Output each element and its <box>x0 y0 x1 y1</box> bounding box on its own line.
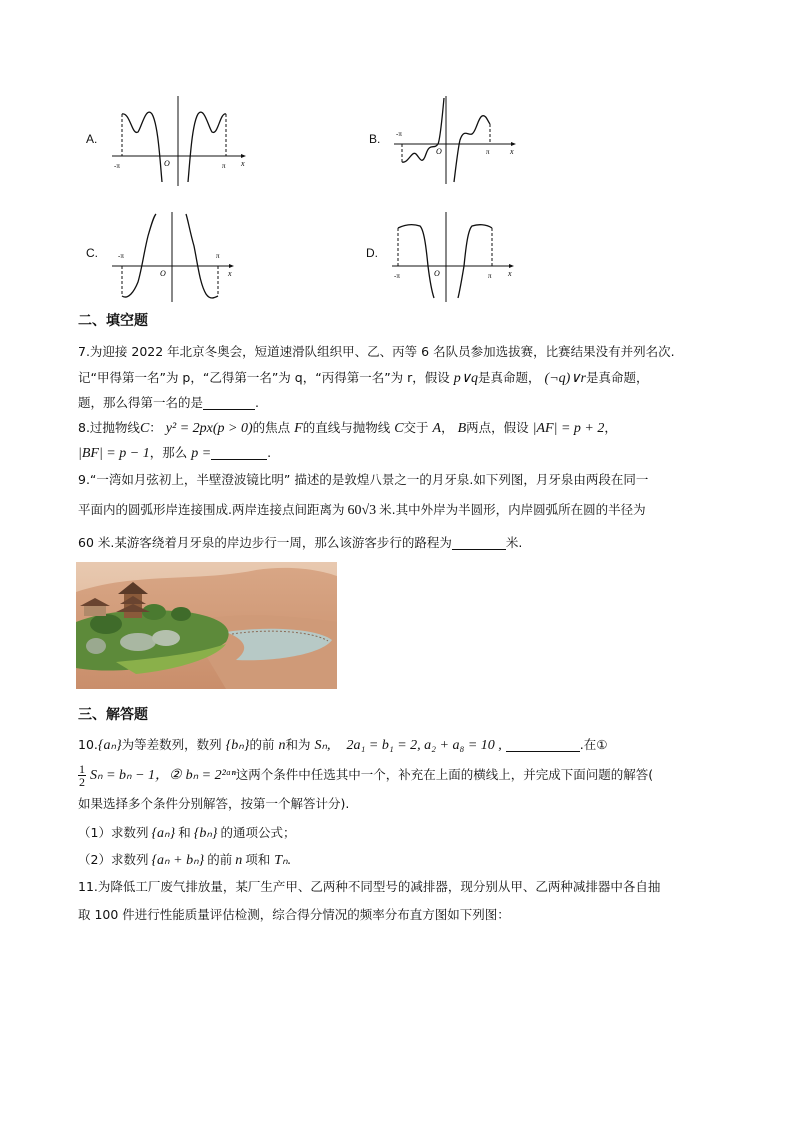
graph-a <box>112 94 252 190</box>
q10-line-1: 10.{aₙ}为等差数列，数列 {bₙ}的前 n和为 Sₙ, 2a₁ = b₁ = 2, a₂ + a₈ = 10 , .在① <box>78 737 608 753</box>
q10-half-fraction: $\frac{1}{2}$ <box>79 762 85 789</box>
q7-line-3: 题，那么得第一名的是 . <box>78 395 259 410</box>
q7-line-1: 7.为迎接 2022 年北京冬奥会，短道速滑队组织甲、乙、丙等 6 名队员参加选拔赛，比赛结果没有并列名次. <box>78 344 675 359</box>
graph-b-pi: π <box>486 148 490 156</box>
graph-d <box>392 212 522 308</box>
q10-part-1: （1）求数列 {aₙ} 和 {bₙ} 的通项公式； <box>78 825 296 841</box>
graph-c-neg-pi: -π <box>118 252 124 260</box>
q8-answer-blank[interactable] <box>211 445 267 460</box>
graph-d-origin: O <box>434 269 440 278</box>
q7-answer-blank[interactable] <box>203 395 255 410</box>
graph-a-origin: O <box>164 159 170 168</box>
option-a-label: A. <box>86 132 98 146</box>
section-solve-title: 三、解答题 <box>78 707 148 723</box>
graph-a-neg-pi: -π <box>114 162 120 170</box>
section-fill-in-title: 二、填空题 <box>78 313 148 329</box>
crescent-spring-photo <box>76 562 337 689</box>
q11-line-1: 11.为降低工厂废气排放量，某厂生产甲、乙两种不同型号的减排器，现分别从甲、乙两种减排器中各自抽 <box>78 879 661 894</box>
q10-line-2: $\frac{1}{2}$ Sₙ = bₙ − 1，② bₙ = 2²ᵃⁿ这两个条件中任选其中一个，补充在上面的横线上，并完成下面问题的解答( <box>79 762 654 789</box>
q10-condition-blank[interactable] <box>506 737 580 752</box>
graph-d-neg-pi: -π <box>394 272 400 280</box>
graph-c-x: x <box>228 269 232 278</box>
option-b-label: B. <box>369 132 381 146</box>
graph-b-neg-pi: -π <box>396 130 402 138</box>
graph-b-x: x <box>510 147 514 156</box>
q11-line-2: 取 100 件进行性能质量评估检测，综合得分情况的频率分布直方图如下列图： <box>78 907 510 922</box>
q9-answer-blank[interactable] <box>452 535 506 550</box>
q7-line-2: 记“甲得第一名”为 p，“乙得第一名”为 q，“丙得第一名”为 r，假设 p∨q是真命题， (¬q)∨r是真命题， <box>78 370 649 386</box>
graph-d-x: x <box>508 269 512 278</box>
graph-a-x: x <box>241 159 245 168</box>
graph-c-origin: O <box>160 269 166 278</box>
graph-b-origin: O <box>436 147 442 156</box>
q9-line-3: 60 米.某游客绕着月牙泉的岸边步行一周，那么该游客步行的路程为 米. <box>78 535 523 550</box>
graph-c <box>112 212 242 308</box>
graph-c-pi: π <box>216 252 220 260</box>
graph-a-pi: π <box>222 162 226 170</box>
option-c-label: C. <box>86 246 98 260</box>
q8-line-1: 8.过抛物线C： y² = 2px(p > 0)的焦点 F的直线与抛物线 C交于 A， B两点，假设 |AF| = p + 2， <box>78 420 617 436</box>
option-d-label: D. <box>366 246 378 260</box>
q10-line-3: 如果选择多个条件分别解答，按第一个解答计分). <box>78 796 350 811</box>
q8-line-2: |BF| = p − 1，那么 p = . <box>78 445 272 461</box>
q10-part-2: （2）求数列 {aₙ + bₙ} 的前 n 项和 Tₙ. <box>78 852 292 868</box>
graph-b <box>394 96 524 190</box>
q9-line-2: 平面内的圆弧形岸连接围成.两岸连接点间距离为 60√3 米.其中外岸为半圆形，内岸圆弧所在圆的半径为 <box>78 502 646 518</box>
q9-line-1: 9.“一湾如月弦初上，半壁澄波镜比明” 描述的是敦煌八景之一的月牙泉.如下列图，月牙泉由两段在同一 <box>78 472 649 487</box>
graph-d-pi: π <box>488 272 492 280</box>
